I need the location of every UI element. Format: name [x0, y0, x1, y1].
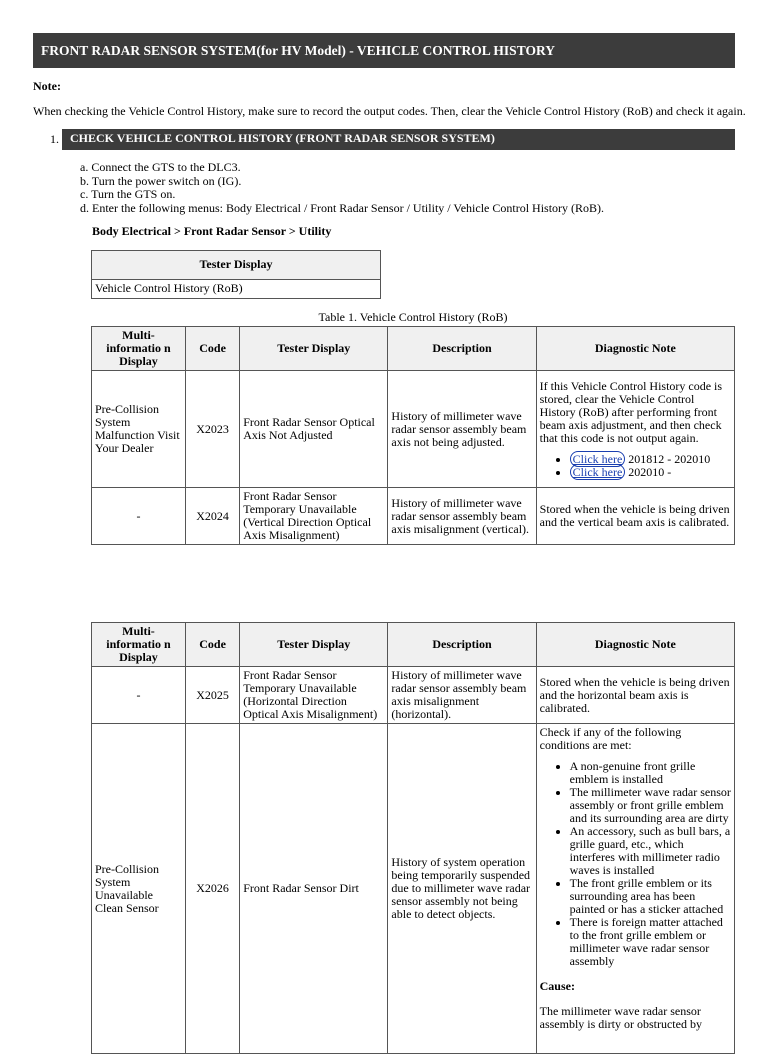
code-cell: X2023	[185, 371, 239, 488]
step-number: 1.	[50, 132, 59, 146]
table-header-row	[92, 623, 735, 667]
substep: b. Turn the power switch on (IG).	[80, 173, 242, 188]
column-header: Diagnostic Note	[536, 623, 734, 667]
column-header: Tester Display	[240, 327, 388, 371]
list-item: • A non-genuine front grille emblem is installed	[570, 760, 731, 786]
tester-cell: Front Radar Sensor Dirt	[240, 724, 388, 1054]
step-title: CHECK VEHICLE CONTROL HISTORY (FRONT RADAR SENSOR SYSTEM)	[62, 129, 735, 150]
tester-display-table	[91, 250, 381, 299]
note-label: Note:	[33, 79, 61, 93]
condition-list	[540, 760, 731, 968]
column-header: Multi-informatio n Display	[92, 623, 186, 667]
list-item: • An accessory, such as bull bars, a grille guard, etc., which interferes with millimeter radio waves is installed	[570, 825, 731, 877]
note-cell: Stored when the vehicle is being driven and the vertical beam axis is calibrated.	[536, 488, 734, 545]
list-item: • The millimeter wave radar sensor assembly or front grille emblem and its surrounding area are dirty	[570, 786, 731, 825]
mid-cell: Pre-Collision System Unavailable Clean Sensor	[92, 724, 186, 1054]
column-header: Description	[388, 623, 536, 667]
substep: a. Connect the GTS to the DLC3.	[80, 160, 241, 174]
description-cell: History of millimeter wave radar sensor assembly beam axis misalignment (vertical).	[388, 488, 536, 545]
table-row	[92, 371, 735, 488]
column-header: Tester Display	[240, 623, 388, 667]
code-cell: X2026	[185, 724, 239, 1054]
column-header: Description	[388, 327, 536, 371]
note-cell: Stored when the vehicle is being driven and the horizontal beam axis is calibrated.	[536, 667, 734, 724]
description-cell: History of millimeter wave radar sensor assembly beam axis misalignment (horizontal).	[388, 667, 536, 724]
cause-text: The millimeter wave radar sensor assembly is dirty or obstructed by	[539, 1004, 702, 1031]
table-row	[92, 488, 735, 545]
list-item	[570, 466, 731, 479]
substep: d. Enter the following menus: Body Electrical / Front Radar Sensor / Utility / Vehicle Control History (RoB).	[80, 200, 605, 215]
note-cell	[536, 724, 734, 1054]
vehicle-control-history-table	[91, 326, 735, 545]
tester-cell: Front Radar Sensor Optical Axis Not Adjusted	[240, 371, 388, 488]
table-header: Tester Display	[92, 251, 381, 280]
page-title: FRONT RADAR SENSOR SYSTEM(for HV Model) - VEHICLE CONTROL HISTORY	[33, 33, 735, 68]
substep-list	[80, 161, 604, 215]
code-cell: X2025	[185, 667, 239, 724]
substep: c. Turn the GTS on.	[80, 187, 176, 201]
table-cell: Vehicle Control History (RoB)	[92, 280, 381, 299]
date-range: 201812 - 202010	[625, 451, 711, 466]
link-list	[540, 453, 731, 479]
mid-cell: Pre-Collision System Malfunction Visit Your Dealer	[92, 371, 186, 488]
column-header: Multi-informatio n Display	[92, 327, 186, 371]
note-cell	[536, 371, 734, 488]
table-row	[92, 724, 735, 1054]
table-header-row	[92, 327, 735, 371]
tester-cell: Front Radar Sensor Temporary Unavailable (Vertical Direction Optical Axis Misalignment)	[240, 488, 388, 545]
click-here-link[interactable]: Click here	[570, 464, 626, 480]
list-item: • There is foreign matter attached to the front grille emblem or millimeter wave radar sensor assembly	[570, 916, 731, 968]
mid-cell: -	[92, 488, 186, 545]
mid-cell: -	[92, 667, 186, 724]
note-text: When checking the Vehicle Control History, make sure to record the output codes. Then, clear the Vehicle Control History (RoB) and check it again.	[33, 104, 746, 118]
note-paragraph: Check if any of the following conditions are met:	[539, 725, 682, 752]
vehicle-control-history-table-continued	[91, 622, 735, 1054]
list-item: • The front grille emblem or its surrounding area has been painted or has a sticker attached	[570, 877, 731, 916]
click-here-link[interactable]: Click here	[570, 451, 626, 467]
note-paragraph: If this Vehicle Control History code is stored, clear the Vehicle Control History (RoB) after performing front beam axis adjustment, and then check that this code is not output again.	[539, 378, 723, 445]
column-header: Code	[185, 327, 239, 371]
column-header: Code	[185, 623, 239, 667]
description-cell: History of millimeter wave radar sensor assembly beam axis not being adjusted.	[388, 371, 536, 488]
table-row	[92, 667, 735, 724]
cause-label: Cause:	[539, 979, 575, 993]
code-cell: X2024	[185, 488, 239, 545]
column-header: Diagnostic Note	[536, 327, 734, 371]
table-caption: Table 1. Vehicle Control History (RoB)	[318, 310, 508, 324]
description-cell: History of system operation being temporarily suspended due to millimeter wave radar sensor assembly not being able to detect objects.	[388, 724, 536, 1054]
date-range: 202010 -	[625, 464, 672, 479]
menu-path: Body Electrical > Front Radar Sensor > Utility	[92, 224, 332, 238]
tester-cell: Front Radar Sensor Temporary Unavailable (Horizontal Direction Optical Axis Misalignment)	[240, 667, 388, 724]
